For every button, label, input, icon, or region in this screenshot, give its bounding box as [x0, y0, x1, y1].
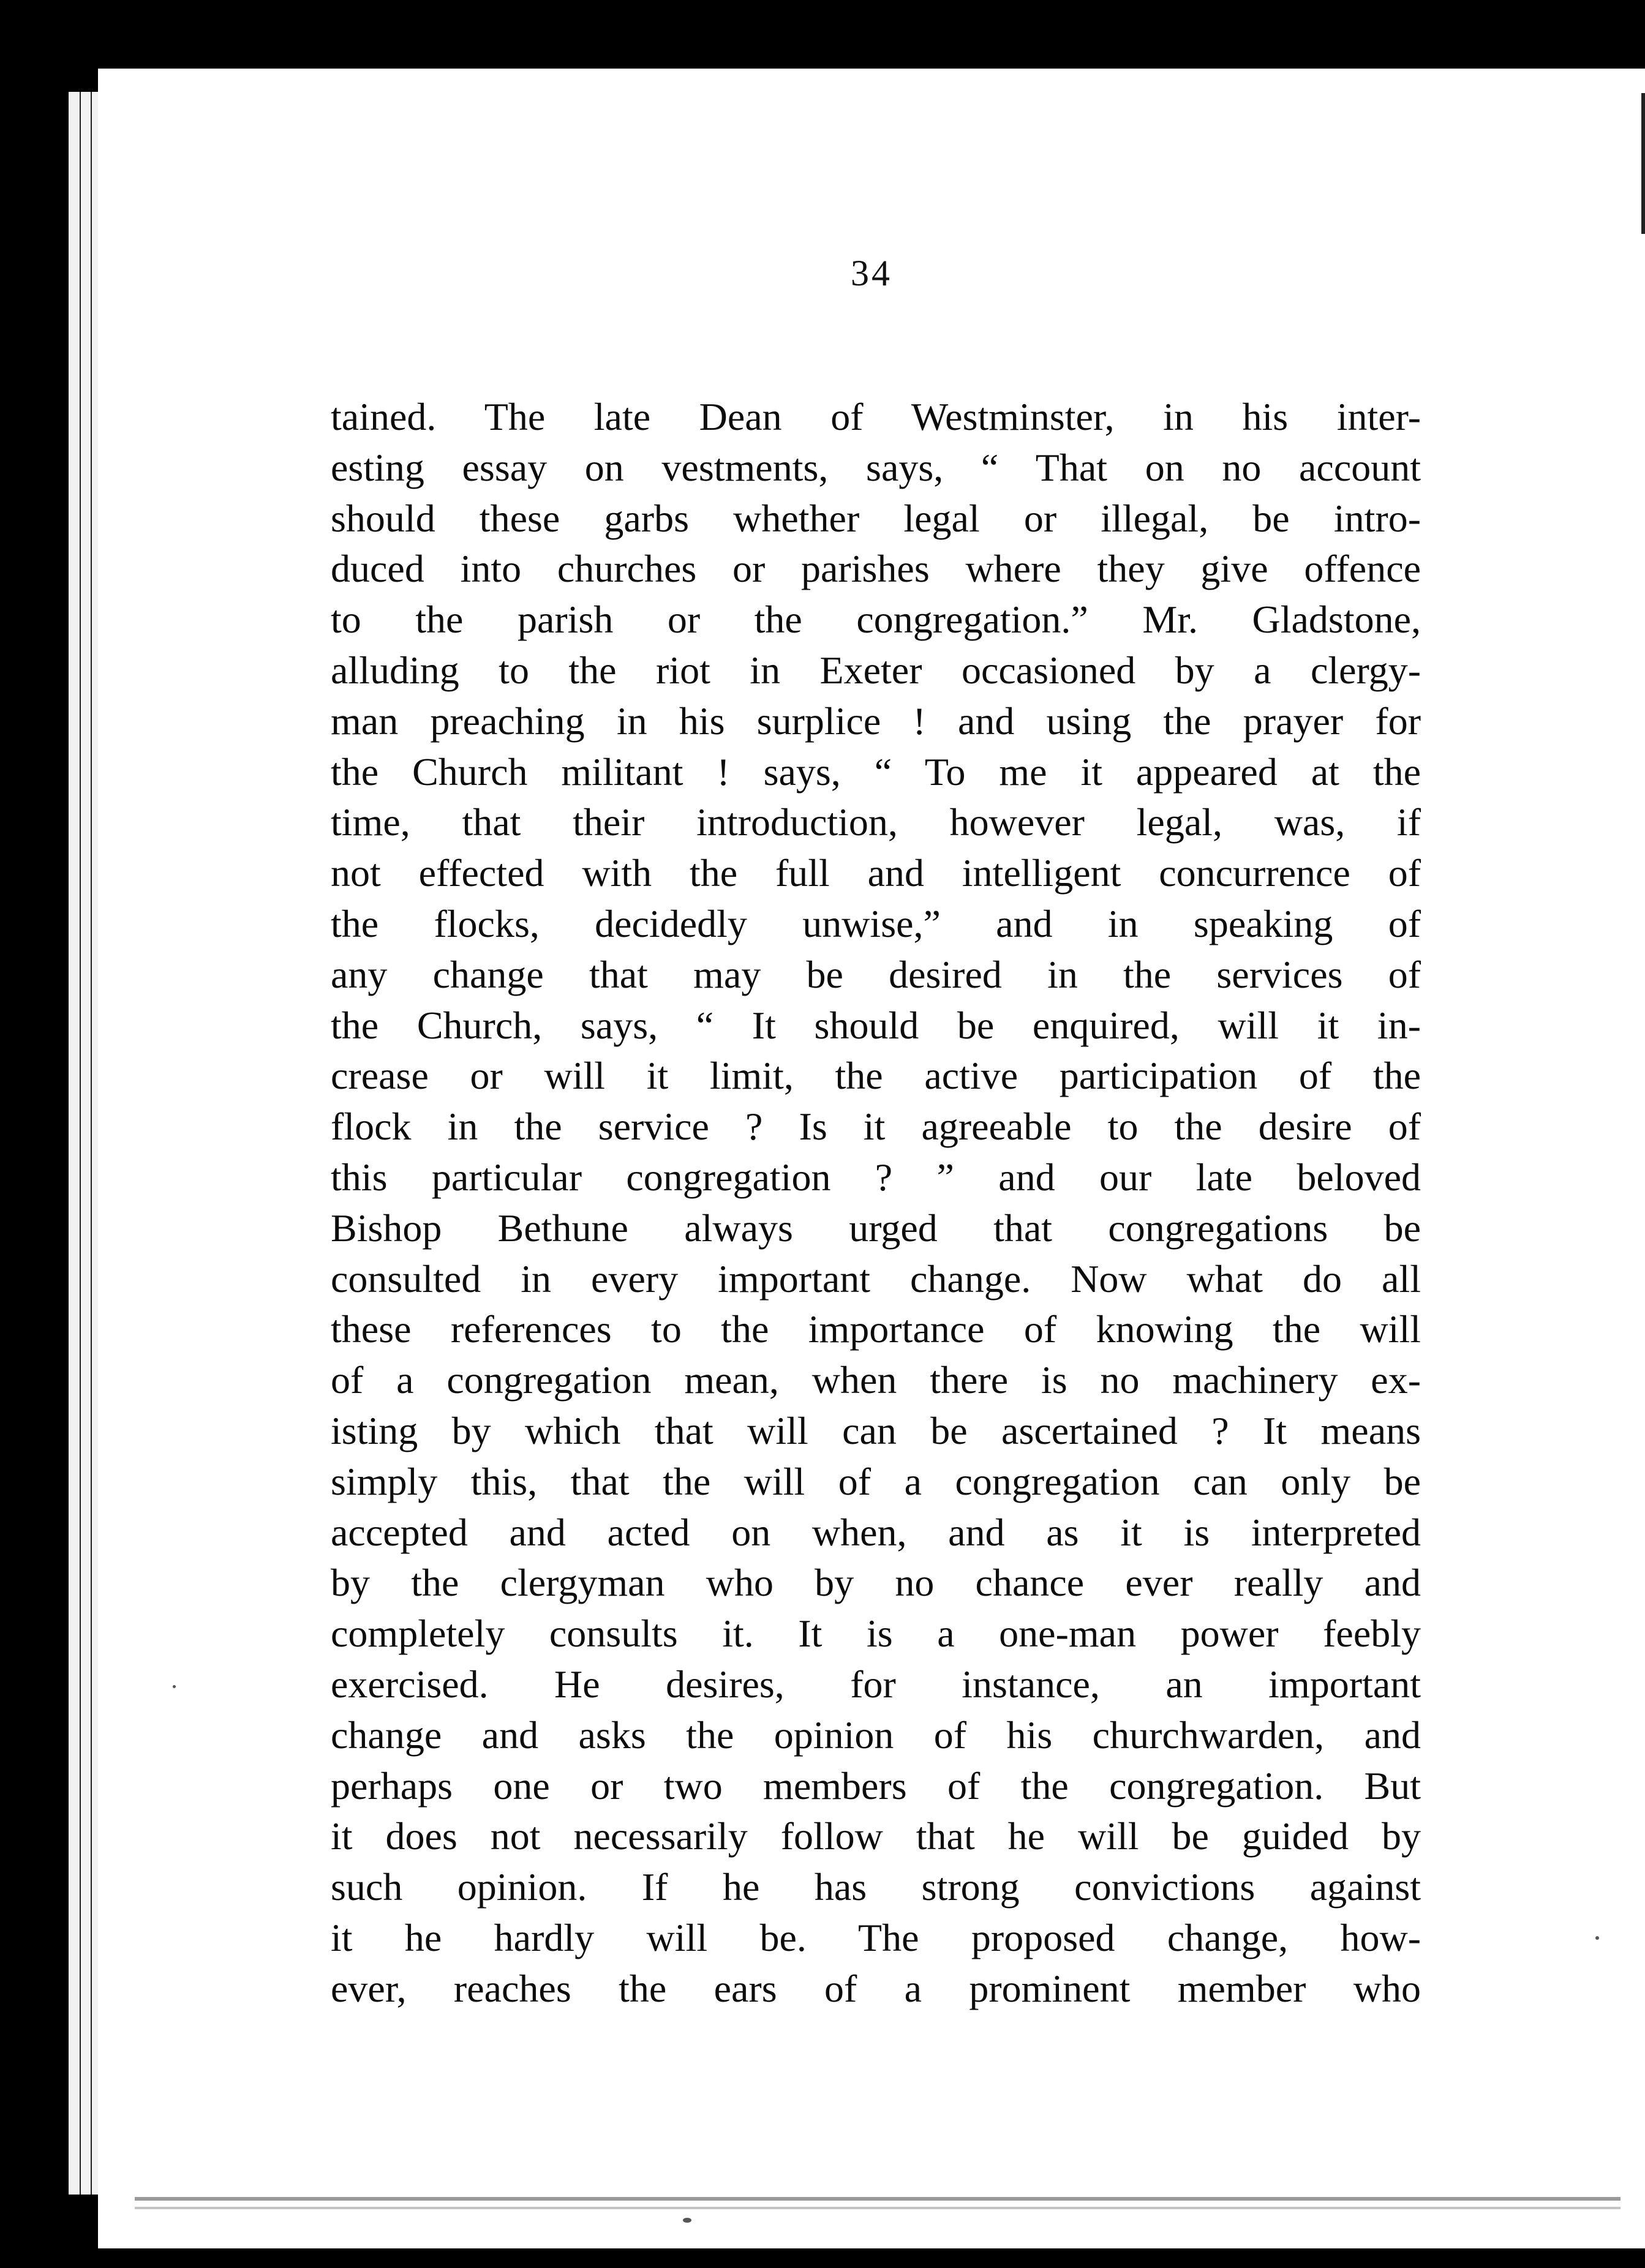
- text-line: tained. The late Dean of Westminster, in his inter-: [331, 395, 1421, 438]
- text-line: consulted in every important change. Now what do all: [331, 1256, 1421, 1301]
- text-line: the flocks, decidedly unwise,” and in speaking of: [331, 901, 1421, 945]
- text-line: perhaps one or two members of the congregation. But: [331, 1763, 1421, 1808]
- text-line: this particular congregation ? ” and our late beloved: [331, 1155, 1421, 1199]
- page-stack-edge: [69, 92, 81, 2195]
- text-line: the Church militant ! says, “ To me it appeared at the: [331, 749, 1421, 794]
- page-stack-edge: [81, 92, 92, 2195]
- paper-speck: [173, 1685, 176, 1688]
- text-line: it does not necessarily follow that he will be guided by: [331, 1814, 1421, 1858]
- text-line: alluding to the riot in Exeter occasioned by a clergy-: [331, 648, 1421, 692]
- page-edge-shadow: [1641, 93, 1645, 234]
- book-page: [98, 69, 1645, 2248]
- paper-speck: [1595, 1936, 1599, 1940]
- text-line: accepted and acted on when, and as it is interpreted: [331, 1510, 1421, 1554]
- text-line: isting by which that will can be ascertained ? It means: [331, 1408, 1421, 1452]
- text-line: esting essay on vestments, says, “ That on no account: [331, 445, 1421, 489]
- text-line: of a congregation mean, when there is no machinery ex-: [331, 1358, 1421, 1402]
- text-line: man preaching in his surplice ! and using the prayer for: [331, 699, 1421, 743]
- text-line: exercised. He desires, for instance, an important: [331, 1662, 1421, 1706]
- text-line: duced into churches or parishes where they give offence: [331, 547, 1421, 591]
- text-line: to the parish or the congregation.” Mr. Gladstone,: [331, 598, 1421, 642]
- text-line: the Church, says, “ It should be enquired, will it in-: [331, 1003, 1421, 1047]
- body-text: [331, 392, 1421, 2015]
- text-line: simply this, that the will of a congregation can only be: [331, 1459, 1421, 1503]
- text-line: such opinion. If he has strong convictions against: [331, 1865, 1421, 1909]
- text-line: these references to the importance of knowing the will: [331, 1307, 1421, 1351]
- text-line: any change that may be desired in the services of: [331, 952, 1421, 996]
- page-number: 34: [851, 253, 892, 293]
- text-line: ever, reaches the ears of a prominent member who: [331, 1966, 1421, 2010]
- text-line: should these garbs whether legal or illegal, be intro-: [331, 496, 1421, 540]
- text-line: Bishop Bethune always urged that congregations be: [331, 1206, 1421, 1250]
- text-line: by the clergyman who by no chance ever really and: [331, 1561, 1421, 1605]
- paper-speck: [683, 2218, 691, 2223]
- text-line: time, that their introduction, however legal, was, if: [331, 800, 1421, 844]
- text-line: flock in the service ? Is it agreeable to the desire of: [331, 1105, 1421, 1149]
- text-line: it he hardly will be. The proposed change, how-: [331, 1915, 1421, 1959]
- text-line: crease or will it limit, the active participation of the: [331, 1054, 1421, 1098]
- text-line: not effected with the full and intelligent concurrence of: [331, 851, 1421, 895]
- page-bottom-edge: [135, 2197, 1621, 2201]
- text-line: completely consults it. It is a one-man power feebly: [331, 1612, 1421, 1656]
- page-bottom-edge: [135, 2207, 1621, 2209]
- text-line: change and asks the opinion of his churchwarden, and: [331, 1713, 1421, 1757]
